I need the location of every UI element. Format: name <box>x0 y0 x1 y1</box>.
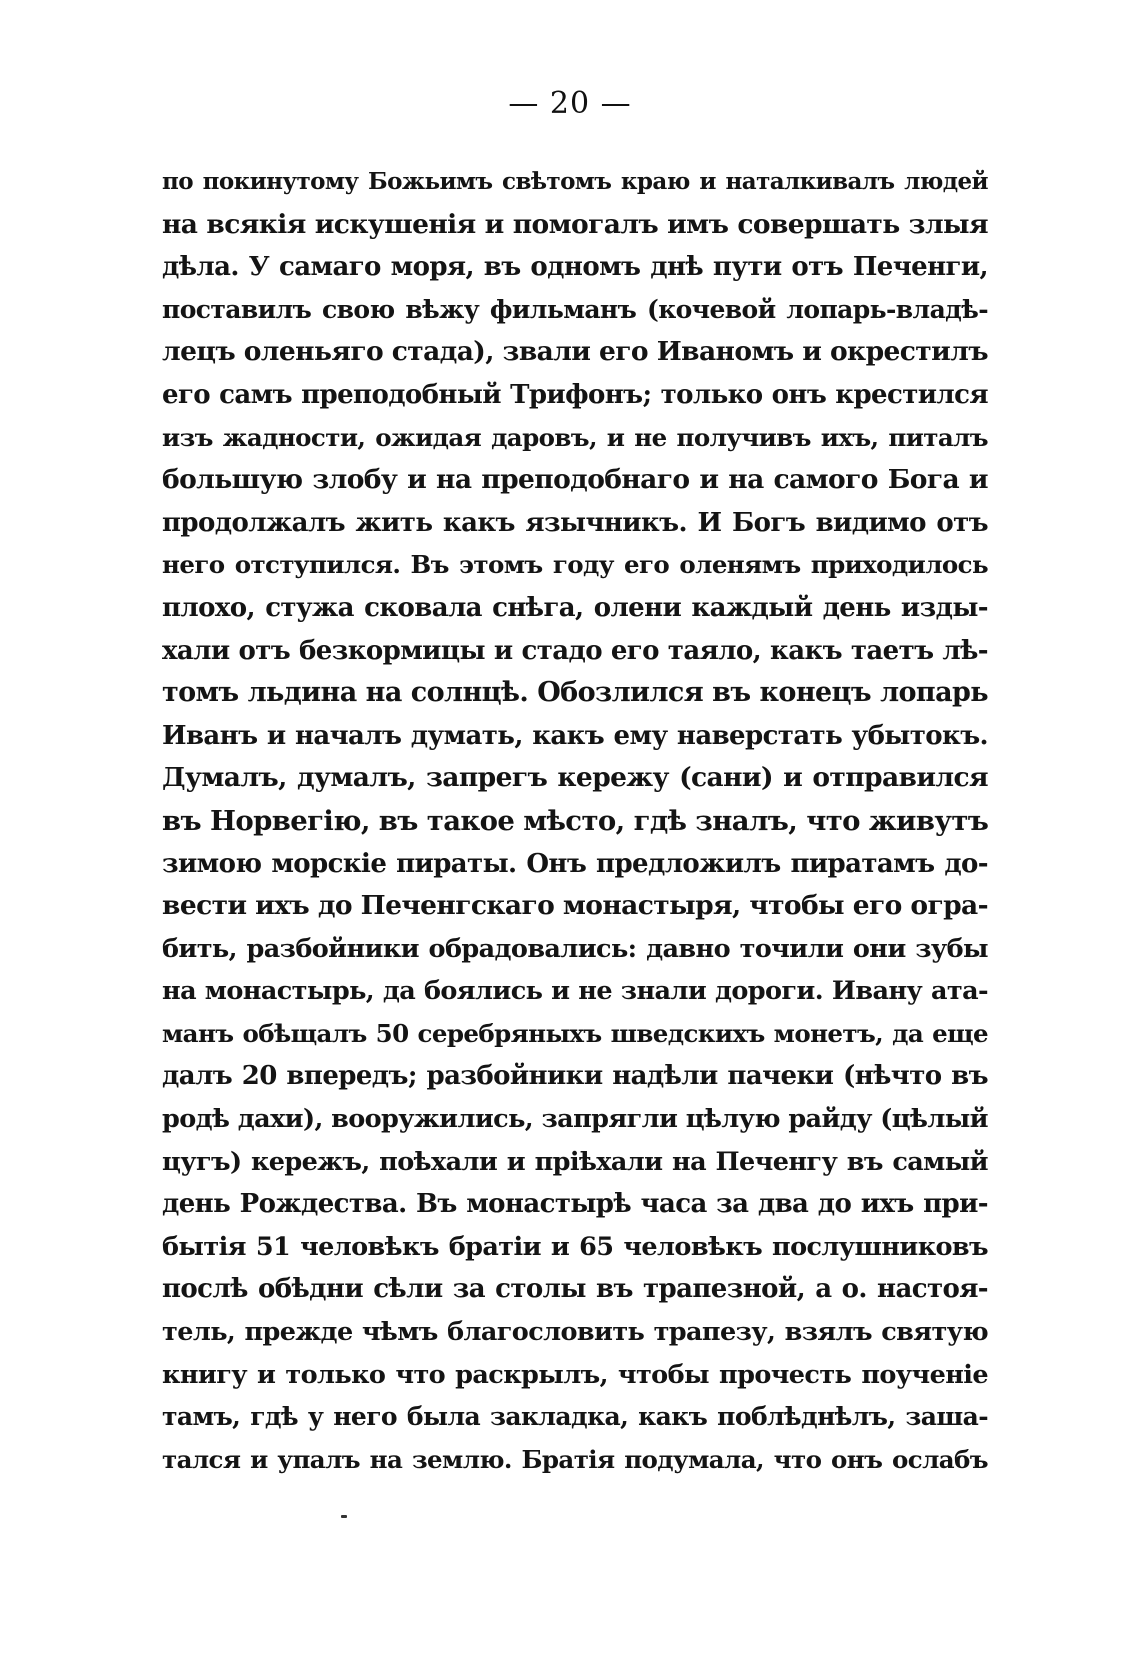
text-line: послѣ обѣдни сѣли за столы въ трапезной, а о. настоя- <box>162 1274 988 1305</box>
ink-speck <box>341 1515 347 1518</box>
text-line: большую злобу и на преподобнаго и на самого Бога и <box>162 464 988 496</box>
text-line: книгу и только что раскрылъ, чтобы прочесть поученіе <box>162 1359 988 1390</box>
body-text <box>162 161 988 1481</box>
text-line: поставилъ свою вѣжу фильманъ (кочевой лопарь-владѣ- <box>162 294 988 324</box>
text-line: бить, разбойники обрадовались: давно точили они зубы <box>162 933 988 964</box>
text-line: Думалъ, думалъ, запрегъ кережу (сани) и отправился <box>162 762 988 794</box>
page-number: — 20 — <box>508 86 632 121</box>
text-line: плохо, стужа сковала снѣга, олени каждый день изды- <box>162 592 988 623</box>
text-line: лецъ оленьяго стада), звали его Иваномъ и окрестилъ <box>162 336 988 368</box>
text-line: на монастырь, да боялись и не знали дороги. Ивану ата- <box>162 976 988 1007</box>
text-line: день Рождества. Въ монастырѣ часа за два до ихъ при- <box>162 1189 988 1220</box>
text-line: томъ льдина на солнцѣ. Обозлился въ конецъ лопарь <box>162 677 988 709</box>
text-line: цугъ) кережъ, поѣхали и пріѣхали на Печенгу въ самый <box>162 1146 988 1177</box>
text-line: него отступился. Въ этомъ году его оленямъ приходилось <box>162 550 988 580</box>
text-line: его самъ преподобный Трифонъ; только онъ крестился <box>162 379 988 410</box>
text-line: хали отъ безкормицы и стадо его таяло, какъ таетъ лѣ- <box>162 635 988 666</box>
text-line: тамъ, гдѣ у него была закладка, какъ поблѣднѣлъ, зашa- <box>162 1402 988 1432</box>
text-line: далъ 20 впередъ; разбойники надѣли пачеки (нѣчто въ <box>162 1061 988 1092</box>
text-line: тель, прежде чѣмъ благословить трапезу, взялъ святую <box>162 1317 988 1348</box>
text-line: на всякія искушенія и помогалъ имъ совершать злыя <box>162 208 988 240</box>
text-line: продолжалъ жить какъ язычникъ. И Богъ видимо отъ <box>162 507 988 538</box>
text-line: зимою морскіе пираты. Онъ предложилъ пиратамъ до- <box>162 848 988 879</box>
text-line: изъ жадности, ожидая даровъ, и не получивъ ихъ, питалъ <box>162 422 988 452</box>
text-line: Иванъ и началъ думать, какъ ему наверстать убытокъ. <box>162 720 988 751</box>
text-line: дѣла. У самаго моря, въ одномъ днѣ пути отъ Печенги, <box>162 252 988 283</box>
text-line: въ Норвегію, въ такое мѣсто, гдѣ зналъ, что живутъ <box>162 804 988 837</box>
text-line: вести ихъ до Печенгскаго монастыря, чтобы его огра- <box>162 890 988 922</box>
text-line: бытія 51 человѣкъ братіи и 65 человѣкъ послушниковъ <box>162 1231 988 1262</box>
text-line: по покинутому Божьимъ свѣтомъ краю и наталкивалъ людей <box>162 168 988 195</box>
text-line: манъ обѣщалъ 50 серебряныхъ шведскихъ монетъ, да еще <box>162 1018 988 1048</box>
text-line: тался и упалъ на землю. Братія подумала, что онъ ослабъ <box>162 1444 988 1474</box>
text-line: родѣ дахи), вооружились, запрягли цѣлую райду (цѣлый <box>162 1104 988 1135</box>
